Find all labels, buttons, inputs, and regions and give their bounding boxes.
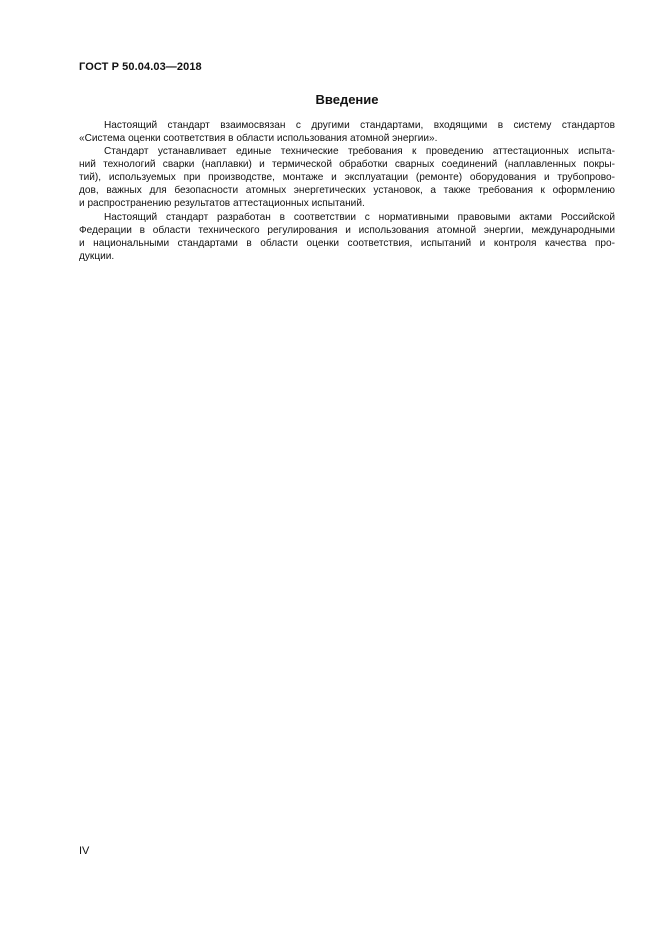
section-title-text: Введение: [315, 92, 379, 107]
standard-id-header: ГОСТ Р 50.04.03—2018: [79, 61, 202, 73]
paragraph-3-line-3: и национальными стандартами в области оценки соответствия, испытаний и контроля качества про-: [79, 238, 615, 249]
paragraph-1-line-1: Настоящий стандарт взаимосвязан с другими стандартами, входящими в систему стандартов: [104, 120, 615, 131]
page-number: IV: [79, 845, 90, 857]
paragraph-2-line-2: ний технологий сварки (наплавки) и термической обработки сварных соединений (наплавленных покры-: [79, 159, 615, 170]
section-title: [79, 92, 615, 107]
paragraph-2-line-1: Стандарт устанавливает единые технические требования к проведению аттестационных испыта-: [104, 146, 615, 157]
paragraph-2-line-3: тий), используемых при производстве, монтаже и эксплуатации (ремонте) оборудования и трубопрово-: [79, 172, 615, 183]
paragraph-2-line-4: дов, важных для безопасности атомных энергетических установок, а также требования к оформлению: [79, 185, 615, 196]
paragraph-3-line-2: Федерации в области технического регулирования и использования атомной энергии, международными: [79, 225, 615, 236]
paragraph-3-line-1: Настоящий стандарт разработан в соответствии с нормативными правовыми актами Российской: [104, 212, 615, 223]
paragraph-2-line-5: и распространению результатов аттестационных испытаний.: [79, 198, 365, 209]
paragraph-1-line-2: «Система оценки соответствия в области использования атомной энергии».: [79, 133, 438, 144]
paragraph-3-line-4: дукции.: [79, 251, 115, 262]
